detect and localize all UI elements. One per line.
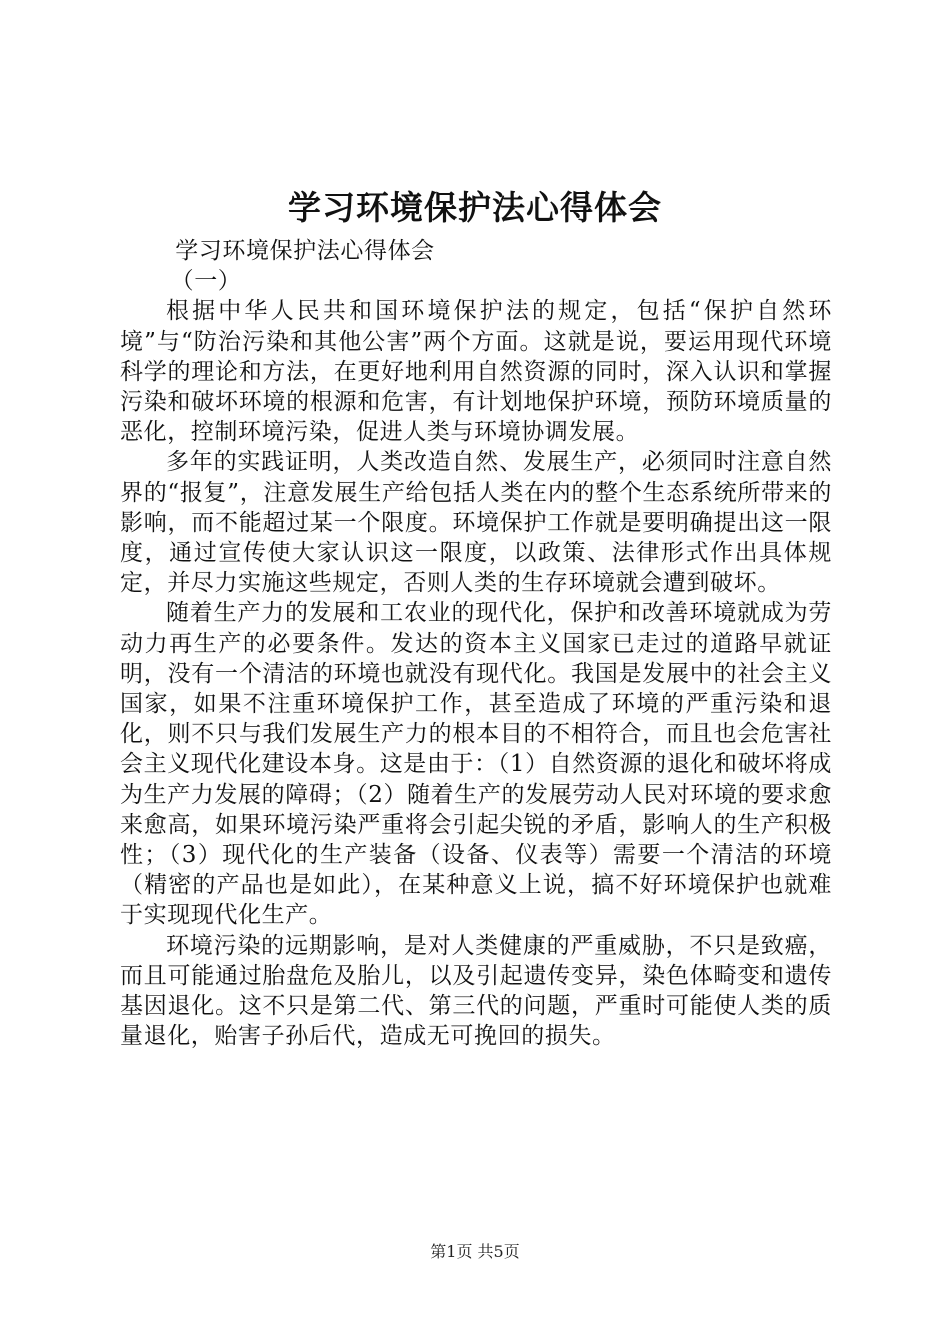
paragraph-1: 根据中华人民共和国环境保护法的规定，包括“保护自然环境”与“防治污染和其他公害”两个方面。这就是说，要运用现代环境科学的理论和方法，在更好地利用自然资源的同时，深入认识和掌握污染和破坏环境的根源和危害，有计划地保护环境，预防环境质量的恶化，控制环境污染，促进人类与环境协调发展。 [120,298,832,446]
paragraph-3: 随着生产力的发展和工农业的现代化，保护和改善环境就成为劳动力再生产的必要条件。发达的资本主义国家已走过的道路早就证明，没有一个清洁的环境也就没有现代化。我国是发展中的社会主义国家，如果不注重环境保护工作，甚至造成了环境的严重污染和退化，则不只与我们发展生产力的根本目的不相符合，而且也会危害社会主义现代化建设本身。这是由于：（1）自然资源的退化和破坏将成为生产力发展的障碍；（2）随着生产的发展劳动人民对环境的要求愈来愈高，如果环境污染严重将会引起尖锐的矛盾，影响人的生产积极性；（3）现代化的生产装备（设备、仪表等）需要一个清洁的环境（精密的产品也是如此），在某种意义上说，搞不好环境保护也就难于实现现代化生产。 [120,600,832,929]
paragraph-4: 环境污染的远期影响，是对人类健康的严重威胁，不只是致癌，而且可能通过胎盘危及胎儿，以及引起遗传变异，染色体畸变和遗传基因退化。这不只是第二代、第三代的问题，严重时可能使人类的质量退化，贻害子孙后代，造成无可挽回的损失。 [120,932,832,1050]
document-subtitle: 学习环境保护法心得体会 [175,238,435,264]
document-title: 学习环境保护法心得体会 [288,188,662,227]
section-heading: （一） [170,268,242,295]
document-body [120,236,832,1051]
paragraph-2: 多年的实践证明，人类改造自然、发展生产，必须同时注意自然界的“报复”，注意发展生产给包括人类在内的整个生态系统所带来的影响，而不能超过某一个限度。环境保护工作就是要明确提出这一限度，通过宣传使大家认识这一限度，以政策、法律形式作出具体规定，并尽力实施这些规定，否则人类的生存环境就会遭到破坏。 [120,449,832,597]
page-footer: 第1页 共5页 [430,1242,520,1261]
